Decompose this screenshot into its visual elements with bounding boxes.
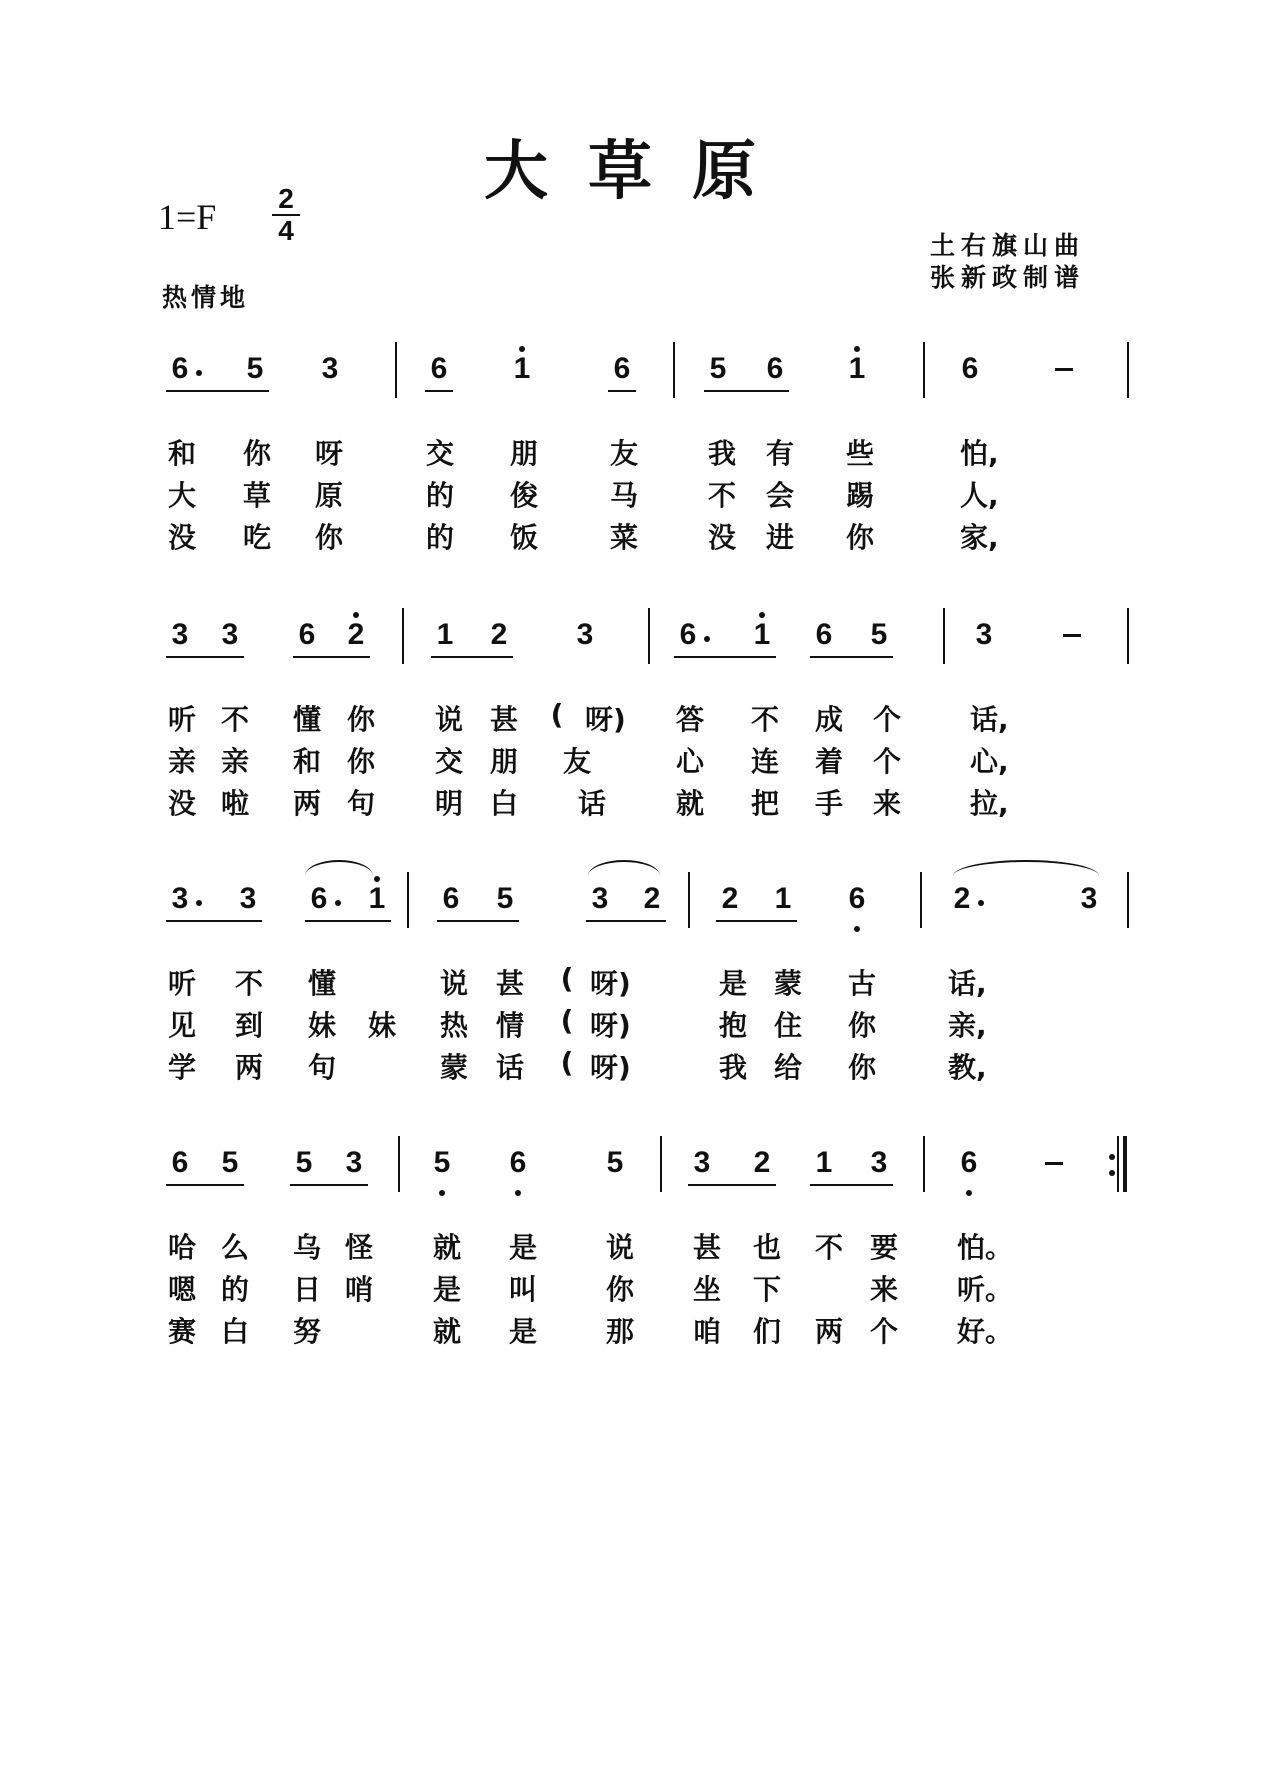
lyric-char: ( [550, 698, 564, 731]
lyric-char: 成 [814, 703, 843, 736]
lyric-char: 会 [765, 479, 794, 512]
augmentation-dot [196, 900, 202, 906]
lyric-char: 要 [869, 1231, 898, 1264]
lyric-char: 我 [707, 437, 736, 470]
augmentation-dot [196, 370, 202, 376]
lyric-char: 是 [508, 1315, 537, 1348]
lyric-char: 我 [718, 1051, 747, 1084]
lyric-char: 白 [489, 787, 518, 820]
note: 3 [576, 618, 594, 651]
note: 2 [721, 882, 739, 915]
lyric-char: ( [560, 1004, 574, 1037]
tempo-marking: 热情地 [162, 283, 250, 312]
lyric-char: 哈 [167, 1231, 196, 1264]
sustain-dash [1055, 368, 1073, 371]
lyric-char: ( [560, 1046, 574, 1079]
lyric-char: 交 [434, 745, 463, 778]
lyric-char: 两 [814, 1315, 843, 1348]
lyric-char: 就 [675, 787, 704, 820]
note: 6 [310, 882, 328, 915]
note: 5 [433, 1146, 451, 1179]
barline [402, 608, 404, 664]
lyric-char: 没 [707, 521, 736, 554]
lyric-char: 说 [605, 1231, 634, 1264]
note: 6 [679, 618, 697, 651]
high-octave-dot [759, 612, 765, 618]
lyric-char: 努 [292, 1315, 321, 1348]
lyric-char: 说 [434, 703, 463, 736]
lyric-char: 连 [750, 745, 779, 778]
note: 1 [513, 352, 531, 385]
note: 5 [221, 1146, 239, 1179]
lyric-char: 赛 [167, 1315, 196, 1348]
note: 6 [171, 352, 189, 385]
lyric-char: 甚 [495, 967, 524, 1000]
beam-underline [166, 1184, 244, 1186]
note: 6 [613, 352, 631, 385]
note: 3 [171, 882, 189, 915]
barline [407, 872, 409, 928]
note: 6 [171, 1146, 189, 1179]
lyric-char: 话, [970, 703, 1009, 736]
note: 1 [368, 882, 386, 915]
note: 6 [298, 618, 316, 651]
note: 2 [490, 618, 508, 651]
lyric-char: 呀) [590, 967, 631, 1000]
lyric-char: 把 [750, 787, 779, 820]
lyric-char: 是 [432, 1273, 461, 1306]
note: 3 [171, 618, 189, 651]
lyric-char: 就 [432, 1315, 461, 1348]
barline [1123, 1136, 1127, 1192]
time-signature-top: 2 [278, 183, 294, 214]
lyric-char: 大 [167, 479, 196, 512]
augmentation-dot [704, 636, 710, 642]
note: 3 [591, 882, 609, 915]
lyric-char: 吃 [242, 521, 271, 554]
lyric-char: 不 [234, 967, 263, 1000]
lyric-char: 呀 [314, 437, 343, 470]
lyric-char: 的 [425, 479, 454, 512]
sustain-dash [1063, 634, 1081, 637]
lyric-char: 和 [292, 745, 321, 778]
lyric-char: 马 [609, 479, 638, 512]
lyric-char: 的 [220, 1273, 249, 1306]
note: 5 [870, 618, 888, 651]
slur [305, 860, 373, 876]
lyric-char: 句 [307, 1051, 336, 1084]
repeat-dot [1109, 1154, 1115, 1160]
note: 3 [221, 618, 239, 651]
page-title: 大草原 [484, 134, 796, 209]
note: 6 [509, 1146, 527, 1179]
lyric-char: 话 [577, 787, 606, 820]
beam-underline [166, 656, 244, 658]
lyric-char: 那 [605, 1315, 634, 1348]
low-octave-dot [966, 1190, 972, 1196]
note: 2 [953, 882, 971, 915]
lyric-char: 友 [609, 437, 638, 470]
note: 5 [606, 1146, 624, 1179]
lyric-char: 好。 [957, 1315, 1014, 1348]
note: 6 [848, 882, 866, 915]
barline [943, 608, 945, 664]
lyric-char: 怪 [344, 1231, 373, 1264]
sustain-dash [1045, 1162, 1063, 1165]
lyric-char: 你 [346, 745, 375, 778]
beam-underline [810, 656, 893, 658]
lyric-char: 话 [495, 1051, 524, 1084]
slur [953, 860, 1099, 876]
high-octave-dot [854, 346, 860, 352]
barline [673, 342, 675, 398]
beam-underline [305, 920, 391, 922]
lyric-char: 的 [425, 521, 454, 554]
lyric-char: 人, [960, 479, 999, 512]
barline [398, 1136, 400, 1192]
lyric-char: 甚 [692, 1231, 721, 1264]
lyric-char: 心 [675, 745, 704, 778]
time-signature [272, 184, 300, 246]
lyric-char: 友 [562, 745, 591, 778]
lyric-char: 不 [220, 703, 249, 736]
note: 6 [960, 1146, 978, 1179]
lyric-char: 个 [872, 703, 901, 736]
note: 5 [496, 882, 514, 915]
key-signature: 1=F [158, 197, 217, 237]
lyric-char: 不 [814, 1231, 843, 1264]
lyric-char: 日 [292, 1273, 321, 1306]
barline [395, 342, 397, 398]
note: 3 [345, 1146, 363, 1179]
lyric-char: 啦 [220, 787, 249, 820]
lyric-char: 话, [948, 967, 987, 1000]
barline [1117, 1136, 1119, 1192]
beam-underline [437, 920, 519, 922]
lyric-char: 不 [750, 703, 779, 736]
lyric-char: 和 [167, 437, 196, 470]
note: 2 [347, 618, 365, 651]
barline [688, 872, 690, 928]
lyric-char: 们 [752, 1315, 781, 1348]
lyric-char: 朋 [489, 745, 518, 778]
lyric-char: 来 [869, 1273, 898, 1306]
lyric-char: 呀) [590, 1009, 631, 1042]
lyric-char: 呀) [585, 703, 626, 736]
note: 3 [1080, 882, 1098, 915]
note: 6 [430, 352, 448, 385]
beam-underline [431, 656, 513, 658]
lyric-char: 你 [605, 1273, 634, 1306]
beam-underline [688, 1184, 776, 1186]
arranger-credit: 张新政制谱 [930, 263, 1086, 292]
lyric-char: 踢 [845, 479, 874, 512]
note: 3 [693, 1146, 711, 1179]
lyric-char: 你 [847, 1051, 876, 1084]
lyric-char: 甚 [489, 703, 518, 736]
barline [648, 608, 650, 664]
lyric-char: 你 [845, 521, 874, 554]
lyric-char: 两 [292, 787, 321, 820]
high-octave-dot [353, 612, 359, 618]
lyric-char: 来 [872, 787, 901, 820]
lyric-char: 说 [439, 967, 468, 1000]
note: 3 [975, 618, 993, 651]
lyric-char: 听 [167, 967, 196, 1000]
lyric-char: 妹 [307, 1009, 336, 1042]
lyric-char: 拉, [970, 787, 1009, 820]
lyric-char: 原 [314, 479, 343, 512]
note: 6 [766, 352, 784, 385]
lyric-char: 交 [425, 437, 454, 470]
barline [923, 1136, 925, 1192]
lyric-char: 教, [948, 1051, 987, 1084]
lyric-char: 个 [869, 1315, 898, 1348]
lyric-char: 情 [495, 1009, 524, 1042]
lyric-char: 给 [773, 1051, 802, 1084]
lyric-char: 么 [220, 1231, 249, 1264]
lyric-char: 叫 [508, 1273, 537, 1306]
note: 5 [295, 1146, 313, 1179]
lyric-char: 进 [765, 521, 794, 554]
lyric-char: 俊 [509, 479, 538, 512]
lyric-char: 你 [847, 1009, 876, 1042]
note: 1 [753, 618, 771, 651]
lyric-char: 听。 [957, 1273, 1014, 1306]
lyric-char: 住 [773, 1009, 802, 1042]
lyric-char: 乌 [292, 1231, 321, 1264]
lyric-char: 懂 [307, 967, 336, 1000]
lyric-char: 朋 [509, 437, 538, 470]
lyric-char: 亲, [948, 1009, 987, 1042]
barline [1127, 342, 1129, 398]
lyric-char: 下 [752, 1273, 781, 1306]
slur [588, 860, 660, 876]
lyric-char: 呀) [590, 1051, 631, 1084]
beam-underline [290, 1184, 368, 1186]
beam-underline [716, 920, 797, 922]
augmentation-dot [335, 900, 341, 906]
note: 1 [774, 882, 792, 915]
lyric-char: 有 [765, 437, 794, 470]
lyric-char: 明 [434, 787, 463, 820]
lyric-char: 懂 [292, 703, 321, 736]
low-octave-dot [439, 1190, 445, 1196]
note: 2 [753, 1146, 771, 1179]
barline [1127, 608, 1129, 664]
lyric-char: 坐 [692, 1273, 721, 1306]
beam-underline [166, 390, 269, 392]
lyric-char: 你 [242, 437, 271, 470]
lyric-char: 见 [167, 1009, 196, 1042]
lyric-char: 菜 [609, 521, 638, 554]
note: 6 [815, 618, 833, 651]
note: 1 [436, 618, 454, 651]
lyric-char: 家, [960, 521, 999, 554]
lyric-char: 没 [167, 521, 196, 554]
lyric-char: 两 [234, 1051, 263, 1084]
lyric-char: 妹 [367, 1009, 396, 1042]
beam-underline [293, 656, 370, 658]
lyric-char: 蒙 [773, 967, 802, 1000]
lyric-char: 热 [439, 1009, 468, 1042]
note: 3 [321, 352, 339, 385]
repeat-dot [1109, 1170, 1115, 1176]
note: 6 [961, 352, 979, 385]
note: 1 [848, 352, 866, 385]
lyric-char: 听 [167, 703, 196, 736]
lyric-char: 嗯 [167, 1273, 196, 1306]
lyric-char: 饭 [509, 521, 538, 554]
beam-underline [586, 920, 666, 922]
lyric-char: 怕, [960, 437, 999, 470]
lyric-char: ( [560, 962, 574, 995]
note: 1 [815, 1146, 833, 1179]
note: 3 [870, 1146, 888, 1179]
low-octave-dot [515, 1190, 521, 1196]
lyric-char: 古 [847, 967, 876, 1000]
high-octave-dot [519, 346, 525, 352]
lyric-char: 抱 [718, 1009, 747, 1042]
lyric-char: 没 [167, 787, 196, 820]
lyric-char: 是 [508, 1231, 537, 1264]
lyric-char: 亲 [167, 745, 196, 778]
lyric-char: 白 [220, 1315, 249, 1348]
lyric-char: 你 [314, 521, 343, 554]
note: 2 [643, 882, 661, 915]
beam-underline [425, 390, 453, 392]
barline [1127, 872, 1129, 928]
time-signature-bottom: 4 [278, 215, 294, 246]
barline [923, 342, 925, 398]
lyric-char: 手 [814, 787, 843, 820]
lyric-char: 蒙 [439, 1051, 468, 1084]
beam-underline [608, 390, 636, 392]
lyric-char: 草 [242, 479, 271, 512]
barline [660, 1136, 662, 1192]
lyric-char: 些 [845, 437, 874, 470]
lyric-char: 到 [234, 1009, 263, 1042]
lyric-char: 也 [752, 1231, 781, 1264]
high-octave-dot [374, 876, 380, 882]
lyric-char: 句 [346, 787, 375, 820]
lyric-char: 亲 [220, 745, 249, 778]
beam-underline [166, 920, 262, 922]
lyric-char: 就 [432, 1231, 461, 1264]
barline [920, 872, 922, 928]
lyric-char: 不 [707, 479, 736, 512]
beam-underline [704, 390, 789, 392]
lyric-char: 着 [814, 745, 843, 778]
lyric-char: 学 [167, 1051, 196, 1084]
beam-underline [674, 656, 776, 658]
note: 5 [246, 352, 264, 385]
low-octave-dot [854, 926, 860, 932]
composer-credit: 土右旗山曲 [930, 231, 1086, 260]
note: 6 [442, 882, 460, 915]
beam-underline [810, 1184, 893, 1186]
lyric-char: 哨 [344, 1273, 373, 1306]
lyric-char: 怕。 [957, 1231, 1014, 1264]
lyric-char: 是 [718, 967, 747, 1000]
augmentation-dot [978, 900, 984, 906]
lyric-char: 心, [970, 745, 1009, 778]
note: 3 [239, 882, 257, 915]
lyric-char: 你 [346, 703, 375, 736]
lyric-char: 答 [675, 703, 704, 736]
lyric-char: 咱 [692, 1315, 721, 1348]
lyric-char: 个 [872, 745, 901, 778]
note: 5 [709, 352, 727, 385]
